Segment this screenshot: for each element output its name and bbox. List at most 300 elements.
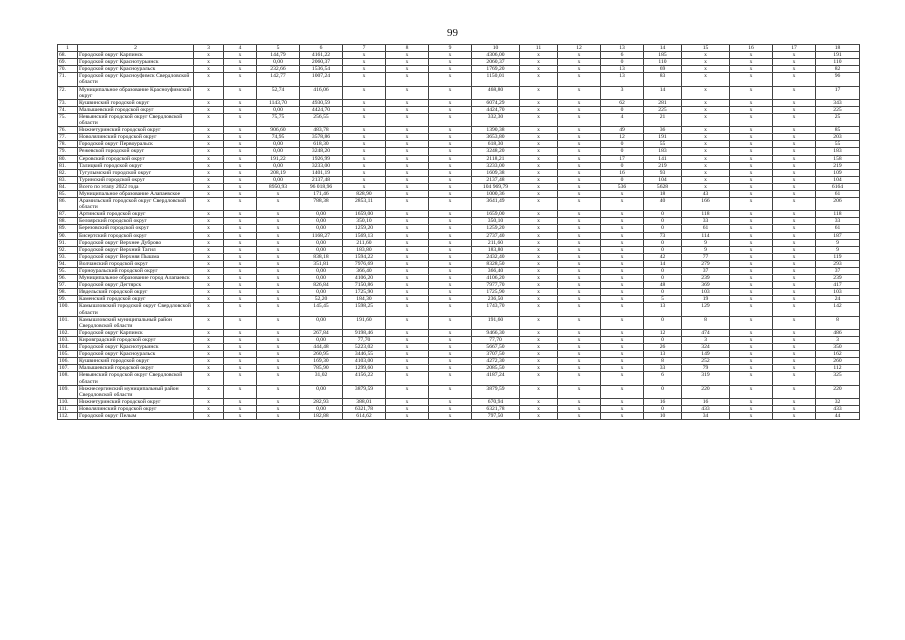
municipality-name: Кушвинский городской округ [78, 99, 194, 106]
table-cell: х [773, 303, 816, 316]
table-cell: х [194, 385, 224, 398]
table-cell: 169,30 [300, 358, 343, 365]
table-cell: 0 [644, 275, 682, 282]
table-cell: х [429, 59, 472, 66]
table-cell: 183 [816, 148, 860, 155]
table-cell: 0,00 [300, 268, 343, 275]
data-table [57, 44, 860, 420]
table-cell: 0,00 [300, 336, 343, 343]
table-row [58, 155, 860, 162]
row-number: 84. [58, 183, 78, 190]
table-cell: 1743,70 [472, 303, 520, 316]
municipality-name: Городской округ Краснотурьинск [78, 344, 194, 351]
row-number: 110. [58, 398, 78, 405]
table-cell: х [558, 282, 601, 289]
table-row [58, 59, 860, 66]
table-cell: х [773, 225, 816, 232]
table-cell: 211,60 [343, 239, 386, 246]
table-cell: 2060,37 [300, 59, 343, 66]
table-cell: 36 [644, 127, 682, 134]
table-cell: 1536,54 [300, 66, 343, 73]
row-number: 73. [58, 99, 78, 106]
table-cell: 433 [816, 405, 860, 412]
table-cell: х [730, 211, 773, 218]
table-cell: 0,00 [300, 289, 343, 296]
table-cell: х [773, 253, 816, 260]
table-cell: х [520, 148, 558, 155]
table-cell: 18 [644, 190, 682, 197]
table-cell: х [682, 162, 730, 169]
table-cell: х [257, 253, 300, 260]
table-cell: х [257, 211, 300, 218]
table-cell: х [386, 239, 429, 246]
table-cell: 785,90 [300, 365, 343, 372]
table-cell: х [558, 73, 601, 86]
table-cell: х [224, 148, 257, 155]
table-row [58, 176, 860, 183]
table-cell: х [257, 351, 300, 358]
table-cell: 3578,86 [300, 134, 343, 141]
row-number: 76. [58, 127, 78, 134]
table-cell: 225 [816, 106, 860, 113]
table-cell: х [773, 198, 816, 211]
table-cell: х [429, 385, 472, 398]
table-cell: 2137,48 [300, 176, 343, 183]
row-number: 85. [58, 190, 78, 197]
table-cell: х [257, 218, 300, 225]
table-cell: х [343, 66, 386, 73]
table-cell: 0,00 [300, 218, 343, 225]
table-cell: х [558, 253, 601, 260]
table-cell: х [558, 268, 601, 275]
table-cell: 61 [816, 225, 860, 232]
table-cell: 55 [816, 141, 860, 148]
municipality-name: Муниципальное образование Красноуфимский округ [78, 86, 194, 99]
table-cell: х [224, 176, 257, 183]
table-cell: 5 [644, 296, 682, 303]
table-row [58, 385, 860, 398]
municipality-name: Бисертский городской округ [78, 232, 194, 239]
table-cell: х [386, 344, 429, 351]
row-number: 80. [58, 155, 78, 162]
table-cell: 19 [682, 296, 730, 303]
table-cell: х [386, 198, 429, 211]
table-cell: х [682, 73, 730, 86]
table-cell: х [194, 106, 224, 113]
table-cell: х [558, 66, 601, 73]
table-cell: 74,95 [257, 134, 300, 141]
table-cell: х [682, 99, 730, 106]
table-cell: 62 [601, 99, 644, 106]
table-cell: х [730, 106, 773, 113]
table-cell: х [224, 344, 257, 351]
table-cell: 1926,99 [300, 155, 343, 162]
table-row [58, 106, 860, 113]
table-cell: х [730, 405, 773, 412]
municipality-name: Режевской городской округ [78, 148, 194, 155]
table-cell: х [224, 134, 257, 141]
municipality-name: Новолялинский городской округ [78, 405, 194, 412]
table-cell: х [429, 66, 472, 73]
table-cell: х [773, 246, 816, 253]
municipality-name: Белоярский городской округ [78, 218, 194, 225]
municipality-name: Новолялинский городской округ [78, 134, 194, 141]
table-cell: х [773, 282, 816, 289]
table-cell: х [558, 405, 601, 412]
table-cell: х [429, 268, 472, 275]
table-cell: 3879,59 [343, 385, 386, 398]
table-cell: 0 [601, 176, 644, 183]
table-cell: х [429, 282, 472, 289]
table-cell: 350,10 [343, 218, 386, 225]
municipality-name: Городской округ Карпинск [78, 329, 194, 336]
table-cell: 85 [816, 127, 860, 134]
table-cell: х [730, 358, 773, 365]
table-cell: х [429, 134, 472, 141]
table-cell: 4103,00 [343, 358, 386, 365]
table-cell: х [257, 190, 300, 197]
municipality-name: Каменский городской округ [78, 296, 194, 303]
column-number: 7 [343, 45, 386, 52]
table-header-row [58, 45, 860, 52]
table-cell: х [429, 218, 472, 225]
table-cell: х [194, 351, 224, 358]
table-cell: х [520, 260, 558, 267]
table-row [58, 86, 860, 99]
table-row [58, 412, 860, 419]
table-cell: х [730, 372, 773, 385]
table-cell: 3641,49 [472, 198, 520, 211]
row-number: 78. [58, 141, 78, 148]
table-cell: х [682, 169, 730, 176]
table-cell: 13 [644, 303, 682, 316]
table-cell: х [386, 211, 429, 218]
table-cell: х [194, 198, 224, 211]
table-cell: х [224, 405, 257, 412]
table-cell: х [682, 155, 730, 162]
table-cell: 13 [601, 73, 644, 86]
table-cell: х [730, 176, 773, 183]
row-number: 105. [58, 351, 78, 358]
row-number: 106. [58, 358, 78, 365]
table-cell: 0,00 [300, 385, 343, 398]
table-cell: х [343, 162, 386, 169]
table-cell: 1569,13 [343, 232, 386, 239]
table-cell: х [224, 169, 257, 176]
table-cell: 3248,20 [472, 148, 520, 155]
table-cell: 0,00 [257, 176, 300, 183]
table-cell: х [429, 73, 472, 86]
table-cell: 4161,22 [300, 52, 343, 59]
table-row [58, 183, 860, 190]
table-cell: х [386, 59, 429, 66]
table-cell: х [730, 218, 773, 225]
table-cell: х [773, 358, 816, 365]
table-cell: 0 [601, 59, 644, 66]
table-cell: х [194, 246, 224, 253]
table-cell: 9 [816, 239, 860, 246]
table-cell: х [558, 344, 601, 351]
table-cell: 208,19 [257, 169, 300, 176]
table-cell: х [601, 282, 644, 289]
table-cell: х [224, 329, 257, 336]
table-row [58, 239, 860, 246]
column-number: 14 [644, 45, 682, 52]
table-cell: х [194, 329, 224, 336]
table-cell: х [224, 303, 257, 316]
table-cell: х [194, 296, 224, 303]
table-row [58, 66, 860, 73]
table-cell: х [520, 372, 558, 385]
table-cell: х [386, 372, 429, 385]
table-cell: х [558, 232, 601, 239]
table-cell: х [773, 351, 816, 358]
table-cell: х [257, 282, 300, 289]
table-row [58, 99, 860, 106]
table-cell: 3233,00 [300, 162, 343, 169]
table-cell: х [429, 176, 472, 183]
table-row [58, 398, 860, 405]
table-cell: 5223,02 [343, 344, 386, 351]
row-number: 69. [58, 59, 78, 66]
table-cell: х [194, 239, 224, 246]
table-cell: х [773, 155, 816, 162]
table-cell: 79 [682, 365, 730, 372]
table-cell: 4106,20 [472, 275, 520, 282]
table-cell: х [682, 183, 730, 190]
table-cell: 1769,20 [472, 66, 520, 73]
table-cell: 96 018,96 [300, 183, 343, 190]
table-cell: х [520, 246, 558, 253]
table-cell: 3707,50 [472, 351, 520, 358]
table-cell: х [257, 239, 300, 246]
table-cell: 83 [644, 73, 682, 86]
table-cell: х [558, 218, 601, 225]
table-cell: х [773, 52, 816, 59]
table-cell: х [520, 316, 558, 329]
table-cell: 4187,24 [472, 372, 520, 385]
table-cell: 0,00 [300, 211, 343, 218]
column-number: 2 [78, 45, 194, 52]
table-cell: 4930,59 [300, 99, 343, 106]
table-cell: х [429, 52, 472, 59]
table-cell: 281 [644, 99, 682, 106]
table-cell: х [257, 316, 300, 329]
table-cell: 141 [644, 155, 682, 162]
row-number: 79. [58, 148, 78, 155]
table-cell: х [386, 127, 429, 134]
table-cell: х [194, 303, 224, 316]
table-cell: 40 [644, 198, 682, 211]
table-cell: 7976,69 [343, 260, 386, 267]
table-cell: х [773, 99, 816, 106]
table-cell: х [386, 52, 429, 59]
municipality-name: Нижнетуринский городской округ [78, 398, 194, 405]
row-number: 112. [58, 412, 78, 419]
table-cell: х [343, 155, 386, 162]
table-cell: х [429, 198, 472, 211]
table-cell: х [429, 141, 472, 148]
table-cell: х [343, 86, 386, 99]
table-cell: х [520, 86, 558, 99]
row-number: 99. [58, 296, 78, 303]
table-cell: х [773, 260, 816, 267]
table-cell: х [429, 316, 472, 329]
table-cell: х [429, 190, 472, 197]
table-cell: х [730, 336, 773, 343]
table-cell: х [429, 329, 472, 336]
table-cell: х [773, 127, 816, 134]
table-cell: 77,70 [472, 336, 520, 343]
table-cell: х [730, 260, 773, 267]
table-cell: х [520, 398, 558, 405]
table-cell: х [558, 211, 601, 218]
table-cell: х [601, 358, 644, 365]
table-cell: х [257, 405, 300, 412]
table-row [58, 232, 860, 239]
table-cell: х [773, 113, 816, 126]
table-row [58, 141, 860, 148]
table-cell: х [224, 198, 257, 211]
page-number: 99 [447, 27, 458, 39]
table-cell: х [601, 190, 644, 197]
table-cell: 236,50 [472, 296, 520, 303]
table-cell: х [343, 106, 386, 113]
table-cell: х [224, 99, 257, 106]
table-cell: 55 [644, 141, 682, 148]
table-cell: 206 [816, 198, 860, 211]
table-cell: х [224, 52, 257, 59]
table-cell: х [386, 329, 429, 336]
table-cell: х [601, 218, 644, 225]
municipality-name: Камышловский городской округ Свердловской области [78, 303, 194, 316]
table-cell: 351,81 [300, 260, 343, 267]
table-cell: х [224, 86, 257, 99]
table-cell: х [194, 405, 224, 412]
table-cell: х [343, 169, 386, 176]
table-cell: 1659,00 [472, 211, 520, 218]
table-cell: х [429, 99, 472, 106]
municipality-name: Городской округ Верхнее Дуброво [78, 239, 194, 246]
table-cell: х [224, 59, 257, 66]
row-number: 88. [58, 218, 78, 225]
table-cell: 3 [816, 336, 860, 343]
table-cell: х [730, 289, 773, 296]
table-row [58, 190, 860, 197]
table-cell: х [194, 52, 224, 59]
table-cell: х [257, 344, 300, 351]
table-cell: 366,40 [343, 268, 386, 275]
table-cell: х [730, 398, 773, 405]
table-cell: х [194, 365, 224, 372]
table-cell: 69 [644, 66, 682, 73]
table-cell: х [682, 113, 730, 126]
table-cell: х [429, 412, 472, 419]
table-cell: х [429, 275, 472, 282]
table-cell: х [730, 351, 773, 358]
table-cell: 468,80 [472, 86, 520, 99]
table-cell: х [194, 148, 224, 155]
table-cell: 149 [682, 351, 730, 358]
table-cell: х [224, 127, 257, 134]
table-cell: х [520, 211, 558, 218]
table-cell: 6164 [816, 183, 860, 190]
municipality-name: Городской округ Пелым [78, 412, 194, 419]
table-cell: х [558, 106, 601, 113]
table-cell: х [224, 289, 257, 296]
table-cell: 1007,24 [300, 73, 343, 86]
table-cell: х [520, 134, 558, 141]
table-cell: х [520, 239, 558, 246]
table-cell: х [386, 268, 429, 275]
table-cell: х [558, 190, 601, 197]
table-cell: х [224, 385, 257, 398]
table-cell: х [224, 412, 257, 419]
table-cell: 118 [816, 211, 860, 218]
table-cell: х [558, 351, 601, 358]
table-cell: 1609,38 [472, 169, 520, 176]
table-row [58, 169, 860, 176]
table-cell: х [730, 239, 773, 246]
table-cell: х [730, 66, 773, 73]
table-cell: 0,00 [300, 246, 343, 253]
table-cell: х [520, 113, 558, 126]
table-cell: 112 [816, 365, 860, 372]
table-row [58, 344, 860, 351]
municipality-name: Нижнесергинский муниципальный район Свердловской области [78, 385, 194, 398]
table-cell: х [773, 183, 816, 190]
table-cell: 75,75 [257, 113, 300, 126]
table-cell: х [429, 239, 472, 246]
table-row [58, 134, 860, 141]
table-cell: х [224, 73, 257, 86]
table-cell: х [194, 225, 224, 232]
table-cell: х [520, 99, 558, 106]
table-cell: х [194, 218, 224, 225]
row-number: 102. [58, 329, 78, 336]
table-cell: х [386, 225, 429, 232]
table-cell: х [601, 268, 644, 275]
municipality-name: Невьянский городской округ Свердловской области [78, 372, 194, 385]
table-cell: х [558, 385, 601, 398]
table-cell: х [558, 225, 601, 232]
column-number: 9 [429, 45, 472, 52]
table-cell: 33 [816, 218, 860, 225]
table-cell: х [520, 183, 558, 190]
table-cell: х [429, 127, 472, 134]
table-cell: х [194, 73, 224, 86]
table-cell: х [386, 169, 429, 176]
table-cell: х [343, 141, 386, 148]
table-cell: х [386, 351, 429, 358]
table-cell: 33 [682, 218, 730, 225]
table-cell: 6074,29 [472, 99, 520, 106]
table-cell: х [520, 289, 558, 296]
table-cell: 267,84 [300, 329, 343, 336]
column-number: 10 [472, 45, 520, 52]
table-cell: 109 [816, 169, 860, 176]
column-number: 12 [558, 45, 601, 52]
table-cell: х [601, 385, 644, 398]
municipality-name: Городской округ Дегтярск [78, 282, 194, 289]
table-cell: х [730, 225, 773, 232]
table-cell: х [386, 260, 429, 267]
table-cell: х [194, 289, 224, 296]
table-cell: 0 [644, 268, 682, 275]
table-cell: х [730, 99, 773, 106]
table-cell: х [682, 59, 730, 66]
table-row [58, 218, 860, 225]
